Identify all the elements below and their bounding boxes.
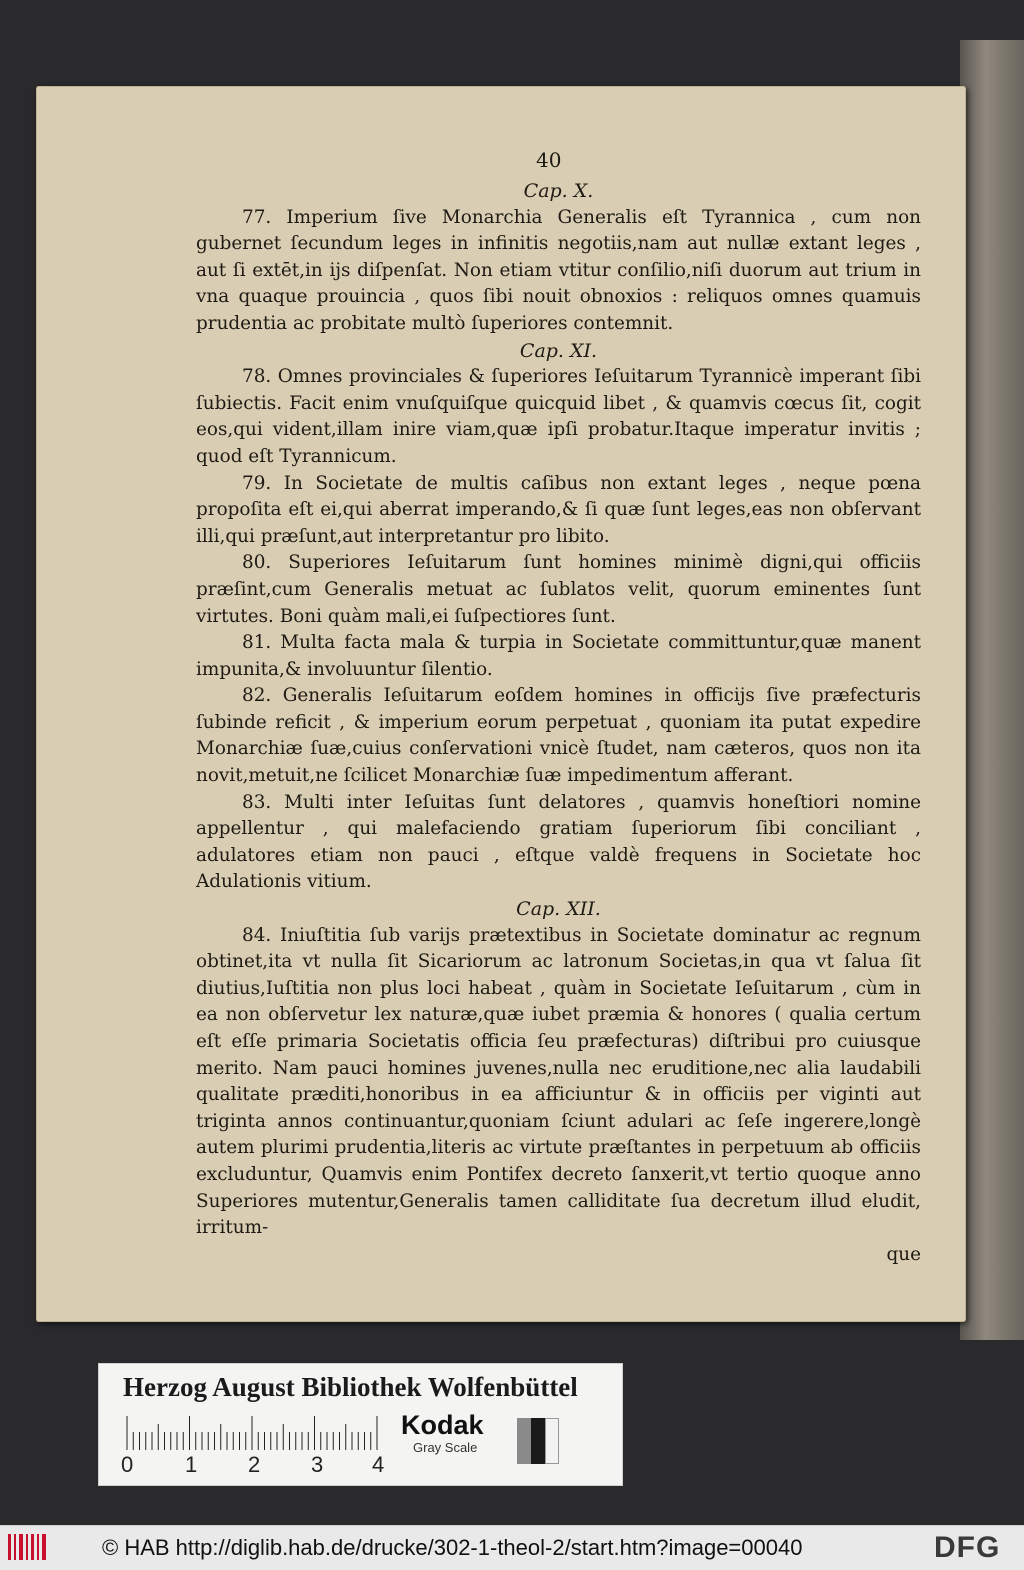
ruler-number: 1 [185,1452,198,1477]
paragraph: 83. Multi inter Ieſuitas ſunt delatores , quamvis honeſtiori nomine appellentur , qui malefaciendo gratiam ſuperiorum ſibi conciliant , adulatores etiam non pauci , eſtque valdè frequens in Societate hoc Adulationis vitium. [196,791,921,893]
chapter-heading: Cap. X. [523,180,594,202]
hab-barcode-logo-icon [6,1532,50,1562]
library-name: Herzog August Bibliothek Wolfenbüttel [123,1372,578,1402]
ruler-scale [125,1414,379,1450]
paragraph: 79. In Societate de multis caſibus non extant leges , neque pœna propoſita eſt ei,qui aberrat imperando,& ſi quæ ſunt leges,eas non obſervant illi,qui præſunt,aut interpretantur pro libito. [196,472,921,547]
library-color-card [98,1363,623,1486]
dfg-logo-icon: DFG [934,1531,1001,1564]
paragraph: 84. Iniuſtitia ſub varijs prætextibus in Societate dominatur ac regnum obtinet,ita vt nulla ſit Sicariorum ac latronum Societas,in qua vt ſalua ſit diutius,Iuſtitia non plus loci habeat , quàm in Societate Ieſuitarum , cùm in ea non obſervetur lex naturæ,quæ iubet præmia & honores ( qualia certum eſt eſſe primaria Societatis officia ſeu præfecturas) diſtribui pro cuiusque merito. Nam pauci homines juvenes,nulla nec eruditione,nec alia laudabili qualitate præditi,honoribus in ea afficiuntur & in officiis per viginti aut triginta annos continuantur,quoniam ſciunt adulari ac ſeſe ingerere,longè autem plurimi prudentia,literis ac virtute præſtantes in perpetuum ab officiis excluduntur, Quamvis enim Pontifex decreto ſanxerit,vt tertio quoque anno Superiores mutentur,Generalis tamen calliditate ſua decretum illud eludit, irritum- [196,924,921,1239]
paragraph: 77. Imperium ſive Monarchia Generalis eſt Tyrannica , cum non gubernet ſecundum leges in infinitis negotiis,nam aut nullæ extant leges , aut ſi extēt,in ijs diſpenſat. Non etiam vtitur conſilio,niſi duorum aut trium in vna quaque prouincia , quos ſibi nouit obnoxios : reliquos omnes quamuis prudentia ac probitate multò ſuperiores contemnit. [196,206,921,334]
kodak-brand: Kodak [401,1410,484,1440]
ruler-number: 3 [311,1452,324,1477]
paragraph: 80. Superiores Ieſuitarum ſunt homines minimè digni,qui officiis præſint,cum Generalis metuat ac ſublatos velit, quorum eminentes ſunt virtutes. Boni quàm mali,ei ſuſpectiores ſunt. [196,552,921,627]
paragraph: 81. Multa facta mala & turpia in Societate committuntur,quæ manent impunita,& involuuntur ſilentio. [196,632,921,680]
book-page [36,86,966,1322]
ruler-number: 4 [372,1452,385,1477]
page-text [196,178,921,1268]
footer-bar [0,1525,1024,1570]
chapter-heading: Cap. XI. [519,339,598,362]
source-link[interactable]: © HAB http://diglib.hab.de/drucke/302-1-theol-2/start.htm?image=00040 [102,1535,803,1560]
gray-scale-label: Gray Scale [413,1440,478,1455]
paragraph: 82. Generalis Ieſuitarum eoſdem homines in officijs ſive præfecturis ſubinde reficit , & imperium eorum perpetuat , quoniam ita putat expedire Monarchiæ ſuæ,cuius conſervationi vnicè ſtudet, nam cæteros, quos non ita novit,metuit,ne ſcilicet Monarchiæ ſuæ impedimentum afferant. [196,685,921,787]
chapter-heading: Cap. XII. [516,898,601,921]
catchword: que [886,1243,921,1265]
page-number: 40 [536,148,562,172]
adjacent-page-edge [960,40,1024,1340]
ruler-number: 2 [248,1452,261,1477]
paragraph: 78. Omnes provinciales & ſuperiores Ieſuitarum Tyrannicè imperant ſibi ſubiectis. Facit enim vnuſquiſque quicquid libet , & quamvis cœcus ſit, cogit eos,qui vident,illam inire viam,quæ ipſi probatur.Itaque imperatur invitis ; quod eſt Tyrannicum. [196,366,921,467]
gray-scale-swatch [517,1418,559,1464]
ruler-number: 0 [121,1452,134,1477]
